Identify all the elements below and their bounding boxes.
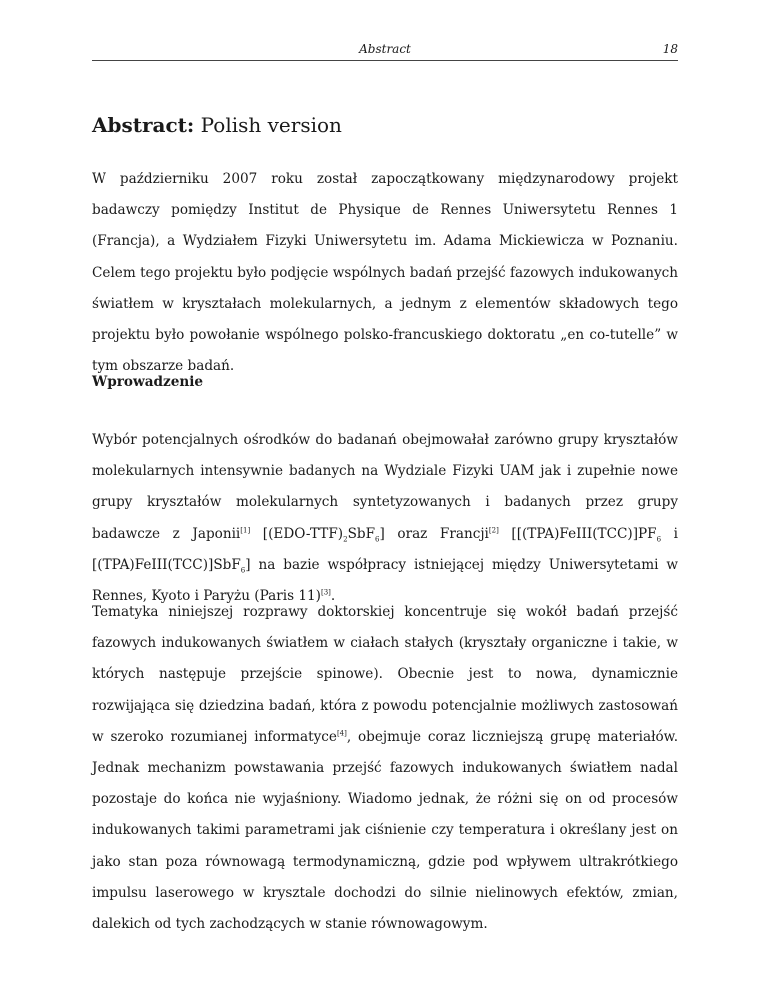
- citation-ref-2: [2]: [488, 526, 499, 535]
- p1-text-c: SbF: [347, 525, 376, 542]
- subscript-6b: 6: [656, 535, 662, 544]
- section-body-2: [92, 597, 678, 940]
- section-title: Wprowadzenie: [92, 374, 204, 390]
- intro-paragraph: W październiku 2007 roku został zapoczątkowany międzynarodowy projekt badawczy pomiędzy Institut de Physique de Rennes Uniwersytetu Rennes 1 (Francja), a Wydziałem Fizyki Uniwersytetu im. Adama Mickiewicza w Poznaniu. Celem tego projektu było podjęcie wspólnych badań przejść fazowych indukowanych światłem w kryształach molekularnych, a jednym z elementów składowych tego projektu było powołanie wspólnego polsko-francuskiego doktoratu „en co-tutelle” w tym obszarze badań.: [92, 171, 678, 375]
- page-number: 18: [662, 42, 678, 56]
- subscript-6c: 6: [240, 566, 246, 575]
- p1-text-b: [(EDO-TTF): [250, 525, 344, 542]
- p1-text-d: ] oraz Francji: [379, 525, 489, 542]
- paragraph-2: [92, 597, 678, 940]
- citation-ref-3: [3]: [320, 588, 331, 597]
- paragraph-1: [92, 425, 678, 612]
- header-section-title: Abstract: [359, 42, 411, 56]
- section-body-1: [92, 425, 678, 612]
- p1-text-h: .: [330, 588, 336, 605]
- running-header: [92, 40, 678, 61]
- intro-section: [92, 164, 678, 382]
- subscript-6a: 6: [375, 535, 380, 544]
- subscript-2: 2: [343, 535, 348, 544]
- page-title: [92, 113, 342, 137]
- p1-text-e: [[(TPA)FeIII(TCC)]PF: [498, 525, 657, 542]
- page-title-bold: Abstract:: [92, 113, 195, 137]
- p2-text-a: Tematyka niniejszej rozprawy doktorskiej koncentruje się wokół badań przejść fazowych indukowanych światłem w ciałach stałych (kryształy organiczne i takie, w których następuje przejście spinowe). Obecnie jest to nowa, dynamicznie rozwijająca się dziedzina badań, która z powodu potencjalnie możliwych zastosowań w szeroko rozumianej informatyce: [92, 604, 678, 745]
- section-wprowadzenie: [92, 367, 678, 398]
- page-title-rest: Polish version: [194, 113, 342, 137]
- p2-text-b: , obejmuje coraz liczniejszą grupę materiałów. Jednak mechanizm powstawania przejść fazowych indukowanych światłem nadal pozostaje do końca nie wyjaśniony. Wiadomo jednak, że różni się on od procesów indukowanych takimi parametrami jak ciśnienie czy temperatura i określany jest on jako stan poza równowagą termodynamiczną, gdzie pod wpływem ultrakrótkiego impulsu laserowego w krysztale dochodzi do silnie nielinowych efektów, zmian, dalekich od tych zachodzących w stanie równowagowym.: [92, 728, 679, 933]
- p1-text-a: Wybór potencjalnych ośrodków do badanań obejmowałał zarówno grupy kryształów molekularnych intensywnie badanych na Wydziale Fizyki UAM jak i zupełnie nowe grupy kryształów molekularnych syntetyzowanych i badanych przez grupy badawcze z Japonii: [92, 432, 678, 542]
- p1-text-f: i [(TPA)FeIII(TCC)]SbF: [92, 525, 678, 573]
- citation-ref-4: [4]: [336, 729, 347, 738]
- p1-text-g: ] na bazie współpracy istniejącej między Uniwersytetami w Rennes, Kyoto i Paryżu (Paris 11): [92, 556, 678, 605]
- citation-ref-1: [1]: [240, 526, 251, 535]
